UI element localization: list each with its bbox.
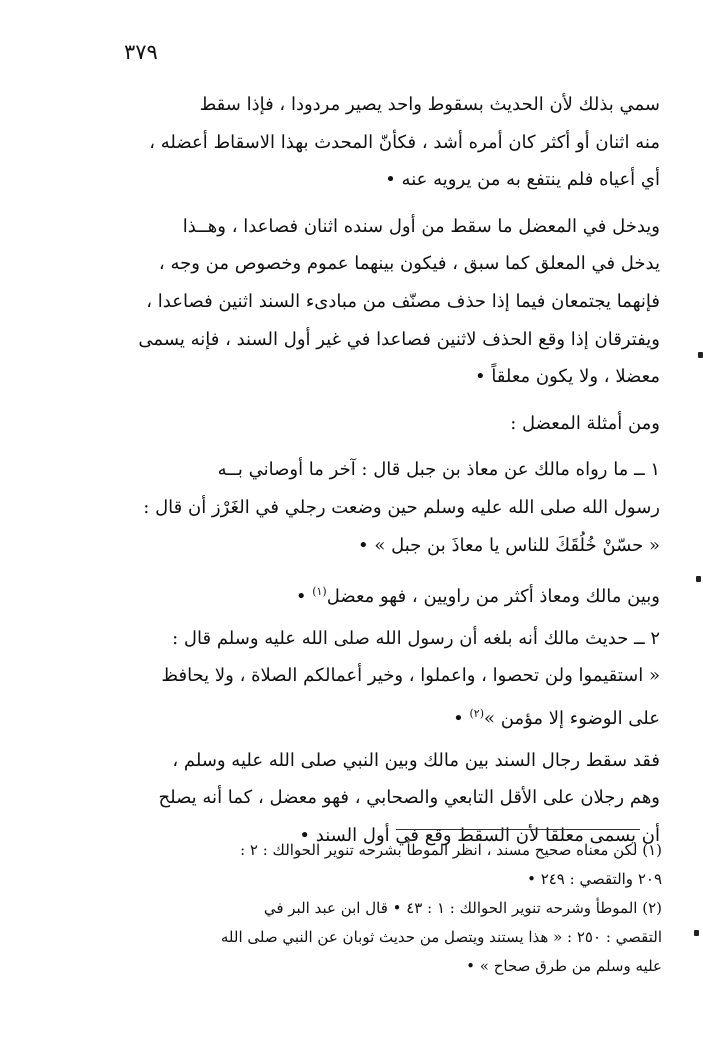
margin-mark — [694, 930, 699, 936]
footnote-line: (١) لكن معناه صحيح مسند ، انظر الموطأ بشرحه تنوير الحوالك : ٢ : — [240, 841, 662, 859]
margin-mark — [696, 576, 701, 582]
text-line: « استقيموا ولن تحصوا ، واعملوا ، وخير أعمالكم الصلاة ، ولا يحافظ — [161, 665, 660, 687]
footnote-line: عليه وسلم من طرق صحاح » • — [466, 957, 662, 975]
text-line: أن يسمى معلقا لأن السقط وقع في أول السند • — [299, 824, 660, 846]
footnote-line: التقصي : ٢٥٠ : « هذا يستند ويتصل من حديث ثوبان عن النبي صلى الله — [220, 928, 662, 946]
text-line: « حسّنْ خُلُقَكَ للناس يا معاذَ بن جبل » • — [358, 534, 660, 556]
main-text — [52, 86, 660, 854]
page-number: ٣٧٩ — [124, 40, 158, 64]
paragraph-gap — [52, 564, 660, 573]
text-line: وبين مالك ومعاذ أكثر من راويين ، فهو معضل$^{(١)}$ • — [295, 585, 660, 608]
text-line: يدخل في المعلق كما سبق ، فيكون بينهما عموم وخصوص من وجه ، — [158, 253, 660, 275]
footnotes — [90, 836, 662, 981]
text-line: معضلا ، ولا يكون معلقاً • — [474, 366, 660, 388]
text-line: فقد سقط رجال السند بين مالك وبين النبي صلى الله عليه وسلم ، — [172, 749, 660, 771]
text-line: ومن أمثلة المعضل : — [510, 412, 660, 434]
text-line: سمي بذلك لأن الحديث بسقوط واحد يصير مردودا ، فإذا سقط — [199, 94, 660, 115]
text-line: على الوضوء إلا مؤمن »$^{(٢)}$ • — [453, 706, 660, 729]
footnote-line: (٢) الموطأ وشرحه تنوير الحوالك : ١ : ٤٣ • قال ابن عبد البر في — [263, 899, 662, 917]
margin-mark — [698, 352, 703, 358]
text-line: فإنهما يجتمعان فيما إذا حذف مصنّف من مبادىء السند اثنين فصاعدا ، — [146, 290, 660, 312]
text-line: ٢ ــ حديث مالك أنه بلغه أن رسول الله صلى الله عليه وسلم قال : — [172, 627, 660, 649]
footnote-line: ٢٠٩ والتقصي : ٢٤٩ • — [527, 870, 662, 888]
paragraph-gap — [52, 611, 660, 620]
text-line: ويفترقان إذا وقع الحذف لاثنين فصاعدا في غير أول السند ، فإنه يسمى — [138, 328, 660, 350]
text-line: أي أعياه فلم ينتفع به من يرويه عنه • — [385, 169, 660, 191]
paragraph-gap — [52, 396, 660, 405]
paragraph-gap — [52, 733, 660, 742]
text-line: ويدخل في المعضل ما سقط من أول سنده اثنان فصاعدا ، وهــذا — [182, 215, 660, 237]
paragraph-gap — [52, 199, 660, 208]
text-line: وهم رجلان على الأقل التابعي والصحابي ، فهو معضل ، كما أنه يصلح — [158, 787, 660, 809]
text-line: رسول الله صلى الله عليه وسلم حين وضعت رجلي في الغَرْز أن قال : — [143, 496, 660, 518]
footnote-divider — [396, 829, 640, 830]
text-line: ١ ــ ما رواه مالك عن معاذ بن جبل قال : آخر ما أوصاني بــه — [217, 459, 660, 481]
text-line: منه اثنان أو أكثر كان أمره أشد ، فكأنّ المحدث بهذا الاسقاط أعضله ، — [149, 131, 660, 153]
paragraph-gap — [52, 442, 660, 451]
